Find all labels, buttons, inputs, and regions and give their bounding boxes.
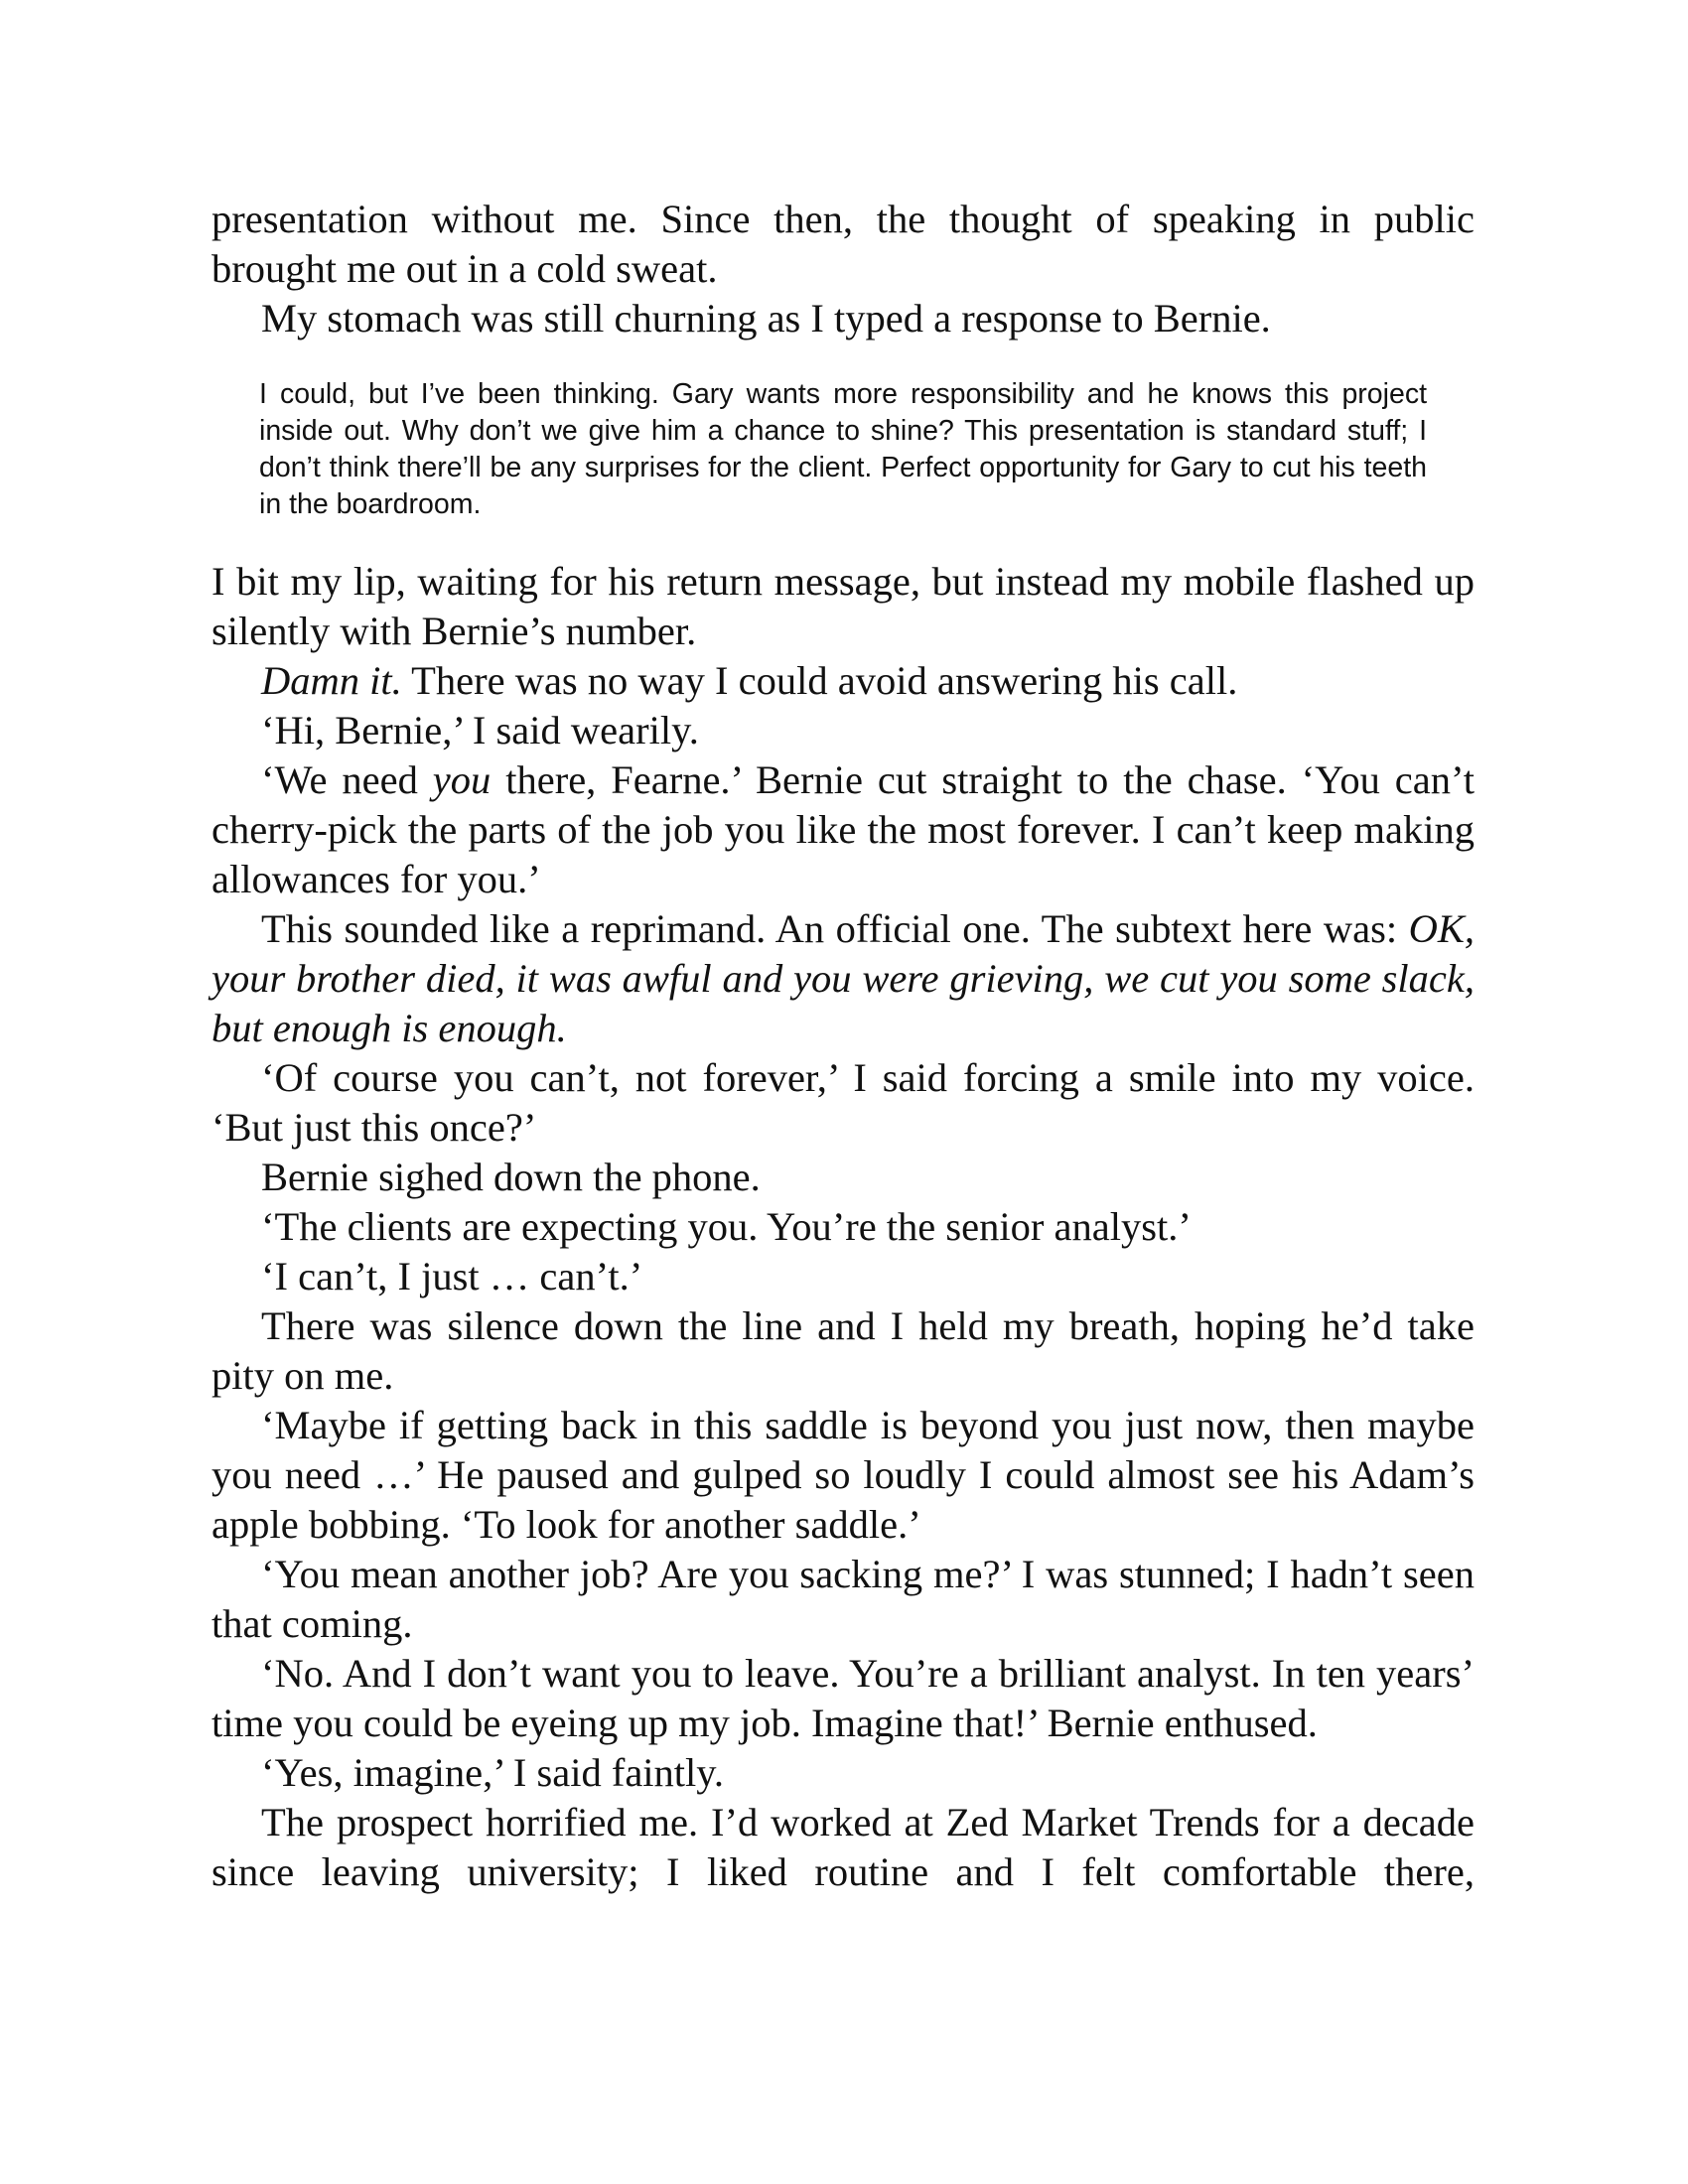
paragraph xyxy=(211,1798,1475,1897)
paragraph xyxy=(211,1252,1475,1301)
text-run: There was silence down the line and I held my breath, hoping he’d take pity on me. xyxy=(211,1303,1475,1398)
document-page xyxy=(211,195,1475,1897)
text-run: ‘I can’t, I just … can’t.’ xyxy=(261,1254,643,1298)
body-text-after-email xyxy=(211,557,1475,1897)
text-run: ‘Hi, Bernie,’ I said wearily. xyxy=(261,708,699,752)
paragraph xyxy=(211,294,1475,343)
text-run: presentation without me. Since then, the thought of speaking in public brought me out in a cold sweat. xyxy=(211,197,1475,291)
paragraph xyxy=(211,195,1475,294)
text-run: ‘No. And I don’t want you to leave. You’re a brilliant analyst. In ten years’ time you could be eyeing up my job. Imagine that!’ Bernie enthused. xyxy=(211,1651,1475,1745)
text-run: ‘The clients are expecting you. You’re the senior analyst.’ xyxy=(261,1204,1192,1249)
paragraph xyxy=(211,1748,1475,1798)
paragraph xyxy=(211,1153,1475,1202)
email-message-text: I could, but I’ve been thinking. Gary wants more responsibility and he knows this project inside out. Why don’t we give him a chance to shine? This presentation is standard stuff; I don’t think there’ll be any surprises for the client. Perfect opportunity for Gary to cut his teeth in the boardroom. xyxy=(259,378,1427,520)
paragraph xyxy=(211,557,1475,656)
text-run: I bit my lip, waiting for his return message, but instead my mobile flashed up silently with Bernie’s number. xyxy=(211,559,1475,653)
text-run: ‘Yes, imagine,’ I said faintly. xyxy=(261,1750,725,1795)
body-text-before-email xyxy=(211,195,1475,343)
italic-text: OK, your brother died, it was awful and you were grieving, we cut you some slack, but enough is enough. xyxy=(211,906,1475,1050)
text-run: This sounded like a reprimand. An official one. The subtext here was: xyxy=(261,906,1409,951)
paragraph xyxy=(211,706,1475,755)
paragraph xyxy=(211,1202,1475,1252)
italic-text: Damn it. xyxy=(261,658,402,703)
text-run: Bernie sighed down the phone. xyxy=(261,1155,761,1199)
italic-text: you xyxy=(432,757,492,802)
text-run: My stomach was still churning as I typed a response to Bernie. xyxy=(261,296,1271,341)
text-run: ‘Maybe if getting back in this saddle is beyond you just now, then maybe you need …’ He paused and gulped so loudly I could almost see his Adam’s apple bobbing. ‘To look for another saddle.’ xyxy=(211,1403,1475,1547)
text-run: There was no way I could avoid answering his call. xyxy=(401,658,1238,703)
paragraph xyxy=(211,1550,1475,1649)
paragraph xyxy=(211,904,1475,1053)
paragraph xyxy=(211,656,1475,706)
text-run: ‘Of course you can’t, not forever,’ I said forcing a smile into my voice. ‘But just this once?’ xyxy=(211,1055,1475,1150)
text-run: ‘You mean another job? Are you sacking me?’ I was stunned; I hadn’t seen that coming. xyxy=(211,1552,1475,1646)
text-run: ‘We need xyxy=(261,757,433,802)
paragraph xyxy=(211,1401,1475,1550)
paragraph xyxy=(211,1301,1475,1401)
paragraph xyxy=(211,1649,1475,1748)
paragraph xyxy=(211,755,1475,904)
email-message-block xyxy=(211,343,1475,557)
text-run: The prospect horrified me. I’d worked at Zed Market Trends for a decade since leaving university; I liked routine and I felt comfortable there, xyxy=(211,1800,1475,1894)
paragraph xyxy=(211,1053,1475,1153)
text-run: there, Fearne.’ Bernie cut straight to the chase. ‘You can’t cherry-pick the parts of the job you like the most forever. I can’t keep making allowances for you.’ xyxy=(211,757,1475,901)
